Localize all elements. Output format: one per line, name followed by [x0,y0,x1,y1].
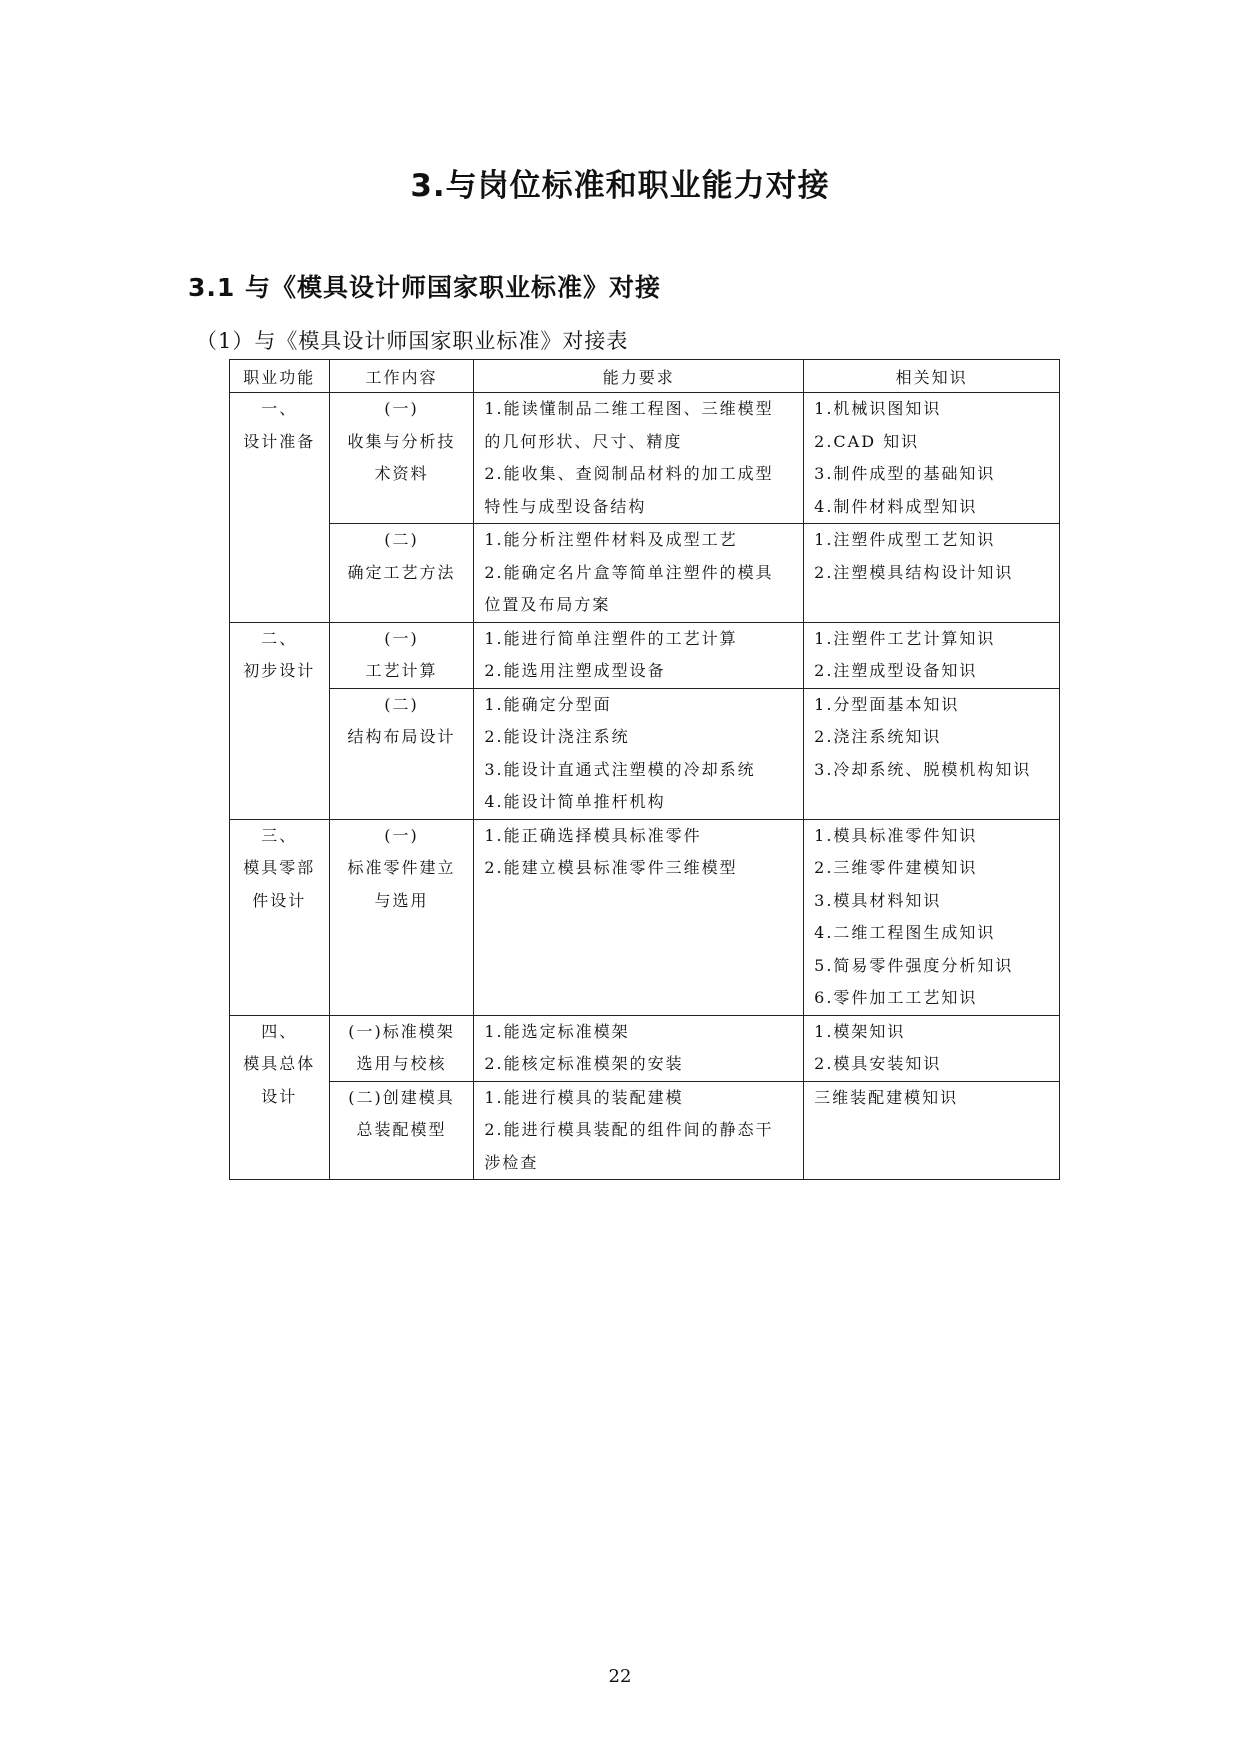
function-line: 设计准备 [243,431,316,451]
function-line: 模具总体 [243,1054,316,1073]
ability-line: 1.能进行简单注塑件的工艺计算 [484,628,738,648]
function-cell [230,819,330,1015]
ability-line: 2.能收集、查阅制品材料的加工成型 [484,464,774,483]
content-line: (一)标准模架 [348,1021,455,1041]
header-abilities: 能力要求 [474,360,804,393]
function-line: 初步设计 [243,661,316,680]
table-caption: （1）与《模具设计师国家职业标准》对接表 [196,329,629,353]
function-line: 三、 [261,825,298,845]
ability-line: 1.能读懂制品二维工程图、三维模型 [484,399,774,418]
function-line: 二、 [261,628,298,648]
content-cell [329,622,474,688]
page-title: 3.与岗位标准和职业能力对接 [410,168,830,204]
knowledge-line: 2.浇注系统知识 [814,727,942,746]
knowledge-cell [804,622,1060,688]
function-line: 模具零部 [243,858,316,877]
page-number: 22 [608,1666,632,1687]
knowledge-line: 2.模具安装知识 [814,1054,942,1073]
knowledge-cell [804,819,1060,1015]
table-row [230,393,1060,524]
knowledge-line: 3.冷却系统、脱模机构知识 [814,759,1032,779]
table-row [230,524,1060,623]
knowledge-line: 3.模具材料知识 [814,890,942,910]
content-cell [329,1015,474,1081]
abilities-cell [474,1081,804,1180]
content-cell [329,1081,474,1180]
content-line: (二) [384,530,419,549]
knowledge-cell [804,524,1060,623]
abilities-cell [474,524,804,623]
abilities-cell [474,819,804,1015]
ability-line: 2.能建立模县标准零件三维模型 [484,858,738,877]
standards-table [229,359,1060,1180]
abilities-cell [474,622,804,688]
content-cell [329,393,474,524]
ability-line: 2.能确定名片盒等简单注塑件的模具 [484,562,774,582]
content-line: 标准零件建立 [347,858,456,877]
ability-line: 1.能选定标准模架 [484,1021,630,1041]
knowledge-line: 1.分型面基本知识 [814,694,960,714]
knowledge-line: 2.CAD 知识 [814,431,920,451]
knowledge-line: 1.模架知识 [814,1021,906,1041]
table-row [230,1015,1060,1081]
ability-line: 2.能核定标准模架的安装 [484,1054,684,1073]
table-row [230,819,1060,1015]
header-content: 工作内容 [329,360,474,393]
knowledge-line: 1.注塑件工艺计算知识 [814,628,996,648]
ability-line: 4.能设计简单推杆机构 [484,792,666,811]
knowledge-line: 4.二维工程图生成知识 [814,923,996,942]
content-line: 术资料 [374,464,429,483]
ability-line: 2.能选用注塑成型设备 [484,661,666,680]
ability-line: 2.能进行模具装配的组件间的静态干 [484,1120,774,1139]
knowledge-cell [804,688,1060,819]
header-knowledge: 相关知识 [804,360,1060,393]
ability-line: 3.能设计直通式注塑模的冷却系统 [484,759,756,779]
ability-line: 特性与成型设备结构 [484,496,647,516]
function-line: 四、 [261,1021,298,1041]
ability-line: 2.能设计浇注系统 [484,727,630,746]
table-row [230,1081,1060,1180]
content-line: 工艺计算 [365,661,438,680]
function-line: 一、 [261,399,298,418]
content-cell [329,819,474,1015]
knowledge-cell [804,1081,1060,1180]
ability-line: 1.能分析注塑件材料及成型工艺 [484,530,738,549]
knowledge-line: 2.注塑模具结构设计知识 [814,562,1014,582]
content-line: 结构布局设计 [347,727,456,746]
function-cell [230,1015,330,1180]
ability-line: 1.能确定分型面 [484,694,612,714]
function-cell [230,622,330,819]
section-heading: 3.1 与《模具设计师国家职业标准》对接 [188,273,661,302]
header-function: 职业功能 [230,360,330,393]
ability-line: 1.能正确选择模具标准零件 [484,825,702,845]
abilities-cell [474,1015,804,1081]
knowledge-line: 2.三维零件建模知识 [814,858,978,877]
content-cell [329,524,474,623]
ability-line: 涉检查 [484,1152,539,1172]
knowledge-line: 2.注塑成型设备知识 [814,661,978,680]
ability-line: 的几何形状、尺寸、精度 [484,431,683,451]
content-line: 选用与校核 [356,1054,447,1073]
knowledge-line: 1.模具标准零件知识 [814,825,978,845]
table-row [230,688,1060,819]
abilities-cell [474,688,804,819]
function-cell [230,393,330,623]
content-line: (二)创建模具 [348,1087,455,1107]
function-line: 设计 [261,1086,298,1106]
content-line: 总装配模型 [356,1120,447,1139]
knowledge-line: 6.零件加工工艺知识 [814,988,978,1007]
content-line: 收集与分析技 [347,431,456,451]
knowledge-line: 1.注塑件成型工艺知识 [814,530,996,549]
table-row [230,622,1060,688]
knowledge-cell [804,1015,1060,1081]
knowledge-line: 三维装配建模知识 [814,1087,959,1107]
content-cell [329,688,474,819]
function-line: 件设计 [252,890,307,910]
content-line: (二) [384,694,419,714]
content-line: 与选用 [374,890,429,910]
abilities-cell [474,393,804,524]
knowledge-line: 4.制件材料成型知识 [814,496,978,516]
content-line: (一) [384,825,419,845]
content-line: (一) [384,628,419,648]
knowledge-line: 5.简易零件强度分析知识 [814,955,1014,975]
content-line: (一) [384,399,419,418]
content-line: 确定工艺方法 [347,562,456,582]
ability-line: 1.能进行模具的装配建模 [484,1087,684,1107]
knowledge-line: 1.机械识图知识 [814,399,942,418]
knowledge-cell [804,393,1060,524]
knowledge-line: 3.制件成型的基础知识 [814,464,996,483]
ability-line: 位置及布局方案 [484,595,611,614]
table-header-row [230,360,1060,393]
